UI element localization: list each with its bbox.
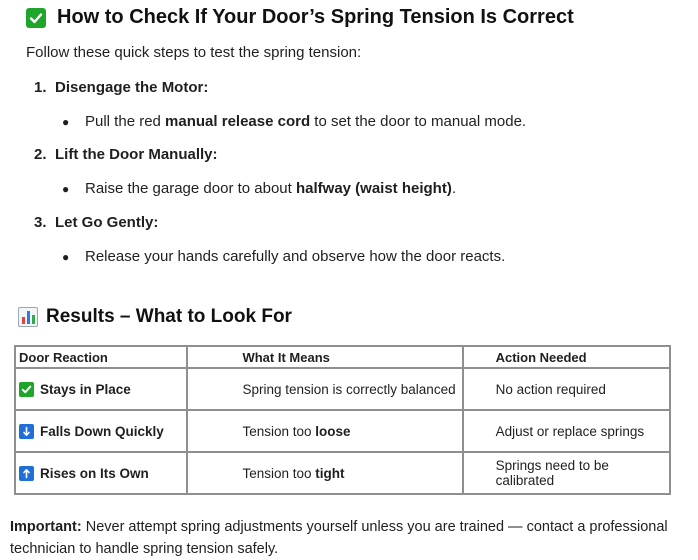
reaction-text: Falls Down Quickly bbox=[40, 423, 164, 439]
reaction-cell bbox=[15, 452, 187, 494]
column-header-action: Action Needed bbox=[463, 346, 670, 368]
step-number: 1. bbox=[34, 79, 47, 96]
meaning-cell bbox=[187, 452, 462, 494]
meaning-bold-text: tight bbox=[315, 465, 345, 481]
bullet-text-end: . bbox=[451, 180, 457, 197]
meaning-text: Tension too bbox=[242, 465, 316, 481]
table-header-row bbox=[15, 346, 670, 368]
reaction-text: Stays in Place bbox=[40, 381, 131, 397]
bullet-dot-icon: ● bbox=[62, 250, 70, 264]
step-2-bullet bbox=[62, 180, 456, 199]
check-mark-icon bbox=[26, 8, 46, 28]
page-title bbox=[26, 6, 574, 29]
bullet-bold-text: halfway (waist height) bbox=[295, 180, 452, 197]
step-2 bbox=[34, 146, 218, 163]
step-label: Lift the Door Manually: bbox=[55, 146, 218, 163]
step-label: Disengage the Motor: bbox=[55, 79, 209, 96]
bullet-dot-icon: ● bbox=[62, 115, 70, 129]
action-cell: No action required bbox=[463, 368, 670, 410]
bullet-text: Pull the red bbox=[85, 113, 166, 130]
results-heading bbox=[18, 306, 292, 328]
meaning-text: Spring tension is correctly balanced bbox=[242, 381, 456, 397]
down-arrow-icon bbox=[19, 424, 34, 439]
intro-text: Follow these quick steps to test the spring tension: bbox=[26, 44, 362, 61]
action-cell: Adjust or replace springs bbox=[463, 410, 670, 452]
bullet-dot-icon: ● bbox=[62, 182, 70, 196]
up-arrow-icon bbox=[19, 466, 34, 481]
meaning-text: Tension too bbox=[242, 423, 316, 439]
step-3 bbox=[34, 214, 158, 231]
reaction-cell bbox=[15, 368, 187, 410]
note-label: Important: bbox=[10, 519, 82, 535]
step-number: 2. bbox=[34, 146, 47, 163]
meaning-bold-text: loose bbox=[315, 423, 351, 439]
step-number: 3. bbox=[34, 214, 47, 231]
meaning-cell bbox=[187, 410, 462, 452]
column-header-reaction: Door Reaction bbox=[15, 346, 187, 368]
reaction-cell bbox=[15, 410, 187, 452]
results-table bbox=[14, 345, 671, 495]
step-3-bullet bbox=[62, 248, 505, 267]
note-text: Never attempt spring adjustments yourself unless you are trained — contact a professional technician to handle spring tension safely. bbox=[10, 519, 668, 557]
table-row bbox=[15, 410, 670, 452]
column-header-meaning: What It Means bbox=[187, 346, 462, 368]
bullet-text-end: to set the door to manual mode. bbox=[310, 113, 527, 130]
table-row bbox=[15, 368, 670, 410]
bullet-text: Release your hands carefully and observe how the door reacts. bbox=[85, 248, 506, 265]
check-mark-icon bbox=[19, 382, 34, 397]
bullet-bold-text: manual release cord bbox=[165, 113, 311, 130]
step-label: Let Go Gently: bbox=[55, 214, 159, 231]
step-1 bbox=[34, 79, 208, 96]
important-note bbox=[10, 516, 694, 560]
title-text: How to Check If Your Door’s Spring Tension Is Correct bbox=[57, 6, 574, 28]
meaning-cell bbox=[187, 368, 462, 410]
table-row bbox=[15, 452, 670, 494]
step-1-bullet bbox=[62, 113, 526, 132]
reaction-text: Rises on Its Own bbox=[40, 465, 149, 481]
bar-chart-icon bbox=[18, 307, 38, 327]
bullet-text: Raise the garage door to about bbox=[85, 180, 296, 197]
action-cell: Springs need to be calibrated bbox=[463, 452, 670, 494]
results-heading-text: Results – What to Look For bbox=[46, 306, 292, 327]
